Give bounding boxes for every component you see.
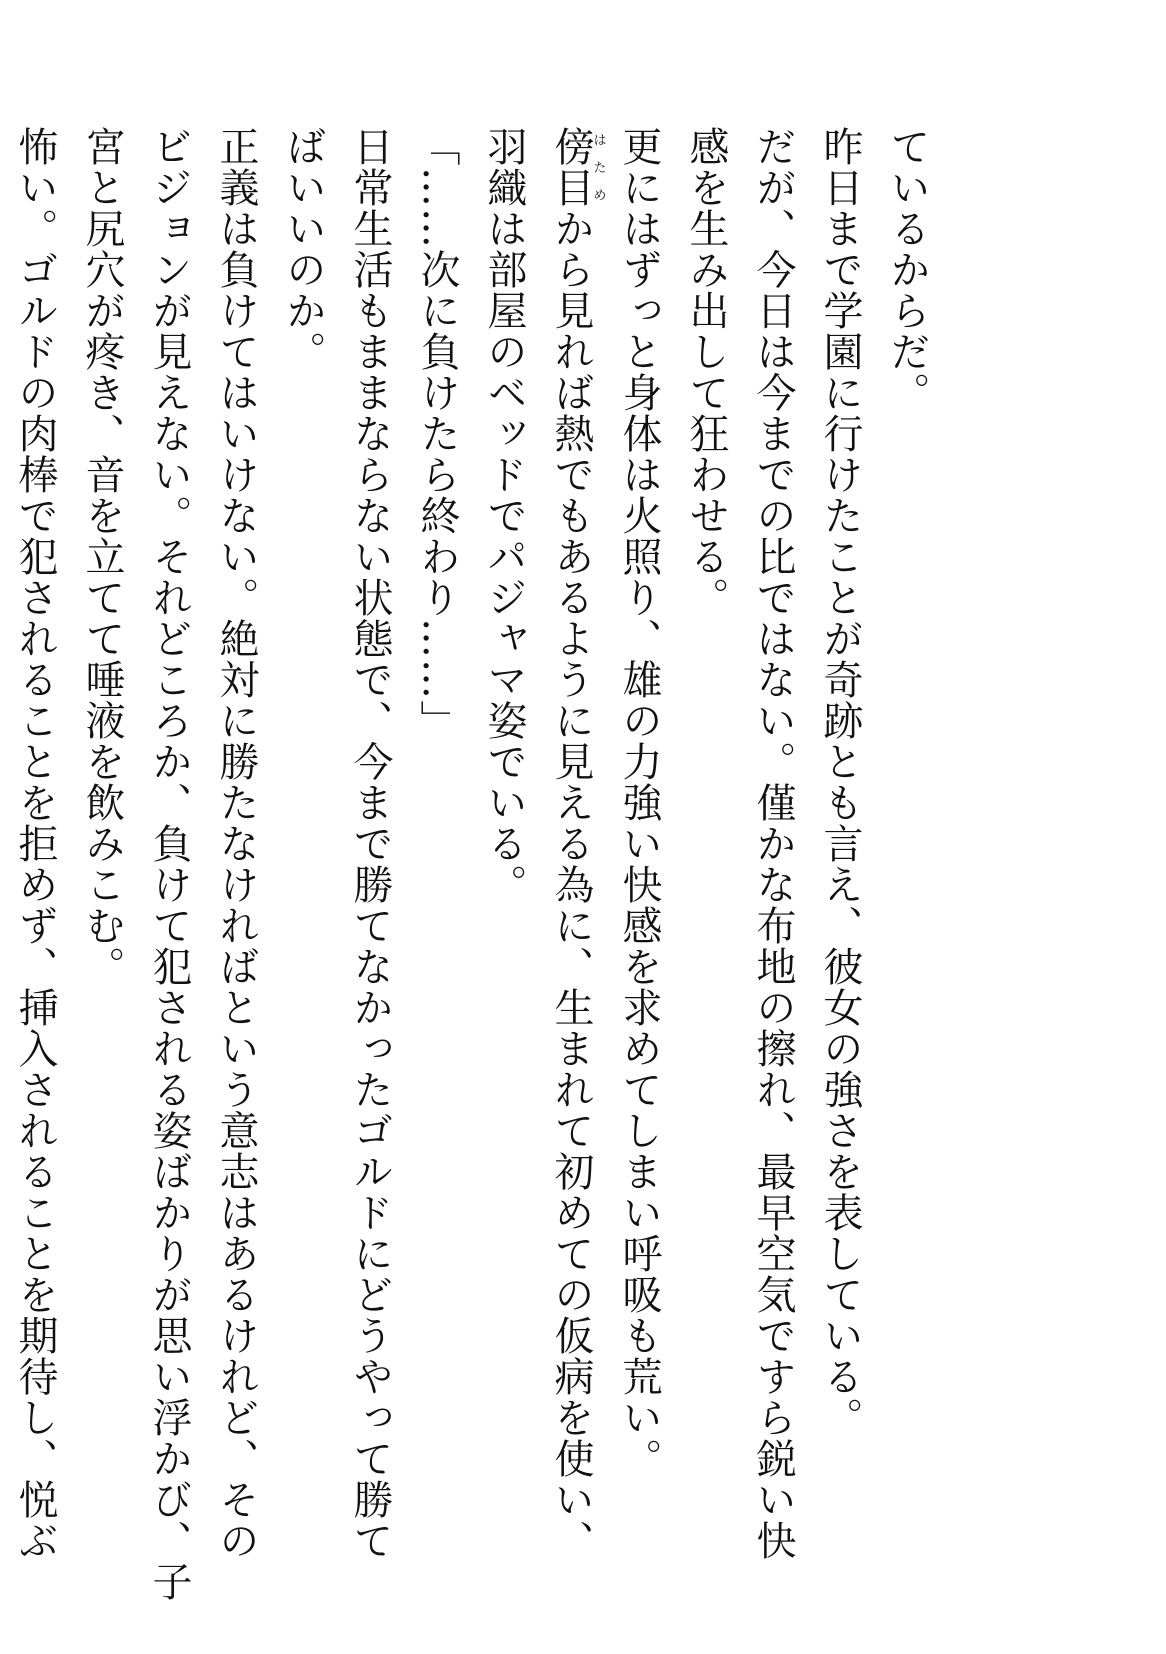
ruby-base: 傍目 (548, 126, 594, 208)
furigana-hatame (548, 126, 606, 208)
text-line-4: 感を生み出して狂わせる。 (683, 126, 729, 618)
text-line-7: 羽織は部屋のベッドでパジャマ姿でいる。 (481, 126, 527, 905)
text-line-6 (537, 126, 605, 1606)
text-line-10: ばいいのか。 (280, 126, 326, 372)
text-line-11: 正義は負けてはいけない。絶対に勝たなければという意志はあるけれど、その (213, 126, 259, 1561)
text-line-3: だが、今日は今までの比ではない。僅かな布地の擦れ、最早空気ですら鋭い快 (750, 126, 796, 1561)
text-line-5: 更にはずっと身体は火照り、雄の力強い快感を求めてしまい呼吸も荒い。 (616, 126, 662, 1479)
text-line-9: 日常生活もままならない状態で、今まで勝てなかったゴルドにどうやって勝て (347, 126, 393, 1561)
text-line-13: 宮と尻穴が疼き、音を立てて唾液を飲みこむ。 (79, 126, 125, 987)
text-line-2: 昨日まで学園に行けたことが奇跡とも言え、彼女の強さを表している。 (817, 126, 863, 1438)
text-line-12: ビジョンが見えない。それどころか、負けて犯される姿ばかりが思い浮かび、子 (146, 126, 192, 1602)
vertical-text-body (0, 126, 940, 1606)
text-line-6-rest: から見れば熱でもあるように見える為に、生まれて初めての仮病を使い、 (548, 208, 594, 1561)
text-line-1: ているからだ。 (884, 126, 930, 413)
ruby-reading: はため (590, 126, 606, 208)
text-line-14: 怖い。ゴルドの肉棒で犯されることを拒めず、挿入されることを期待し、悦ぶ (12, 126, 58, 1561)
text-line-8: 「……次に負けたら終わり……」 (414, 126, 460, 741)
